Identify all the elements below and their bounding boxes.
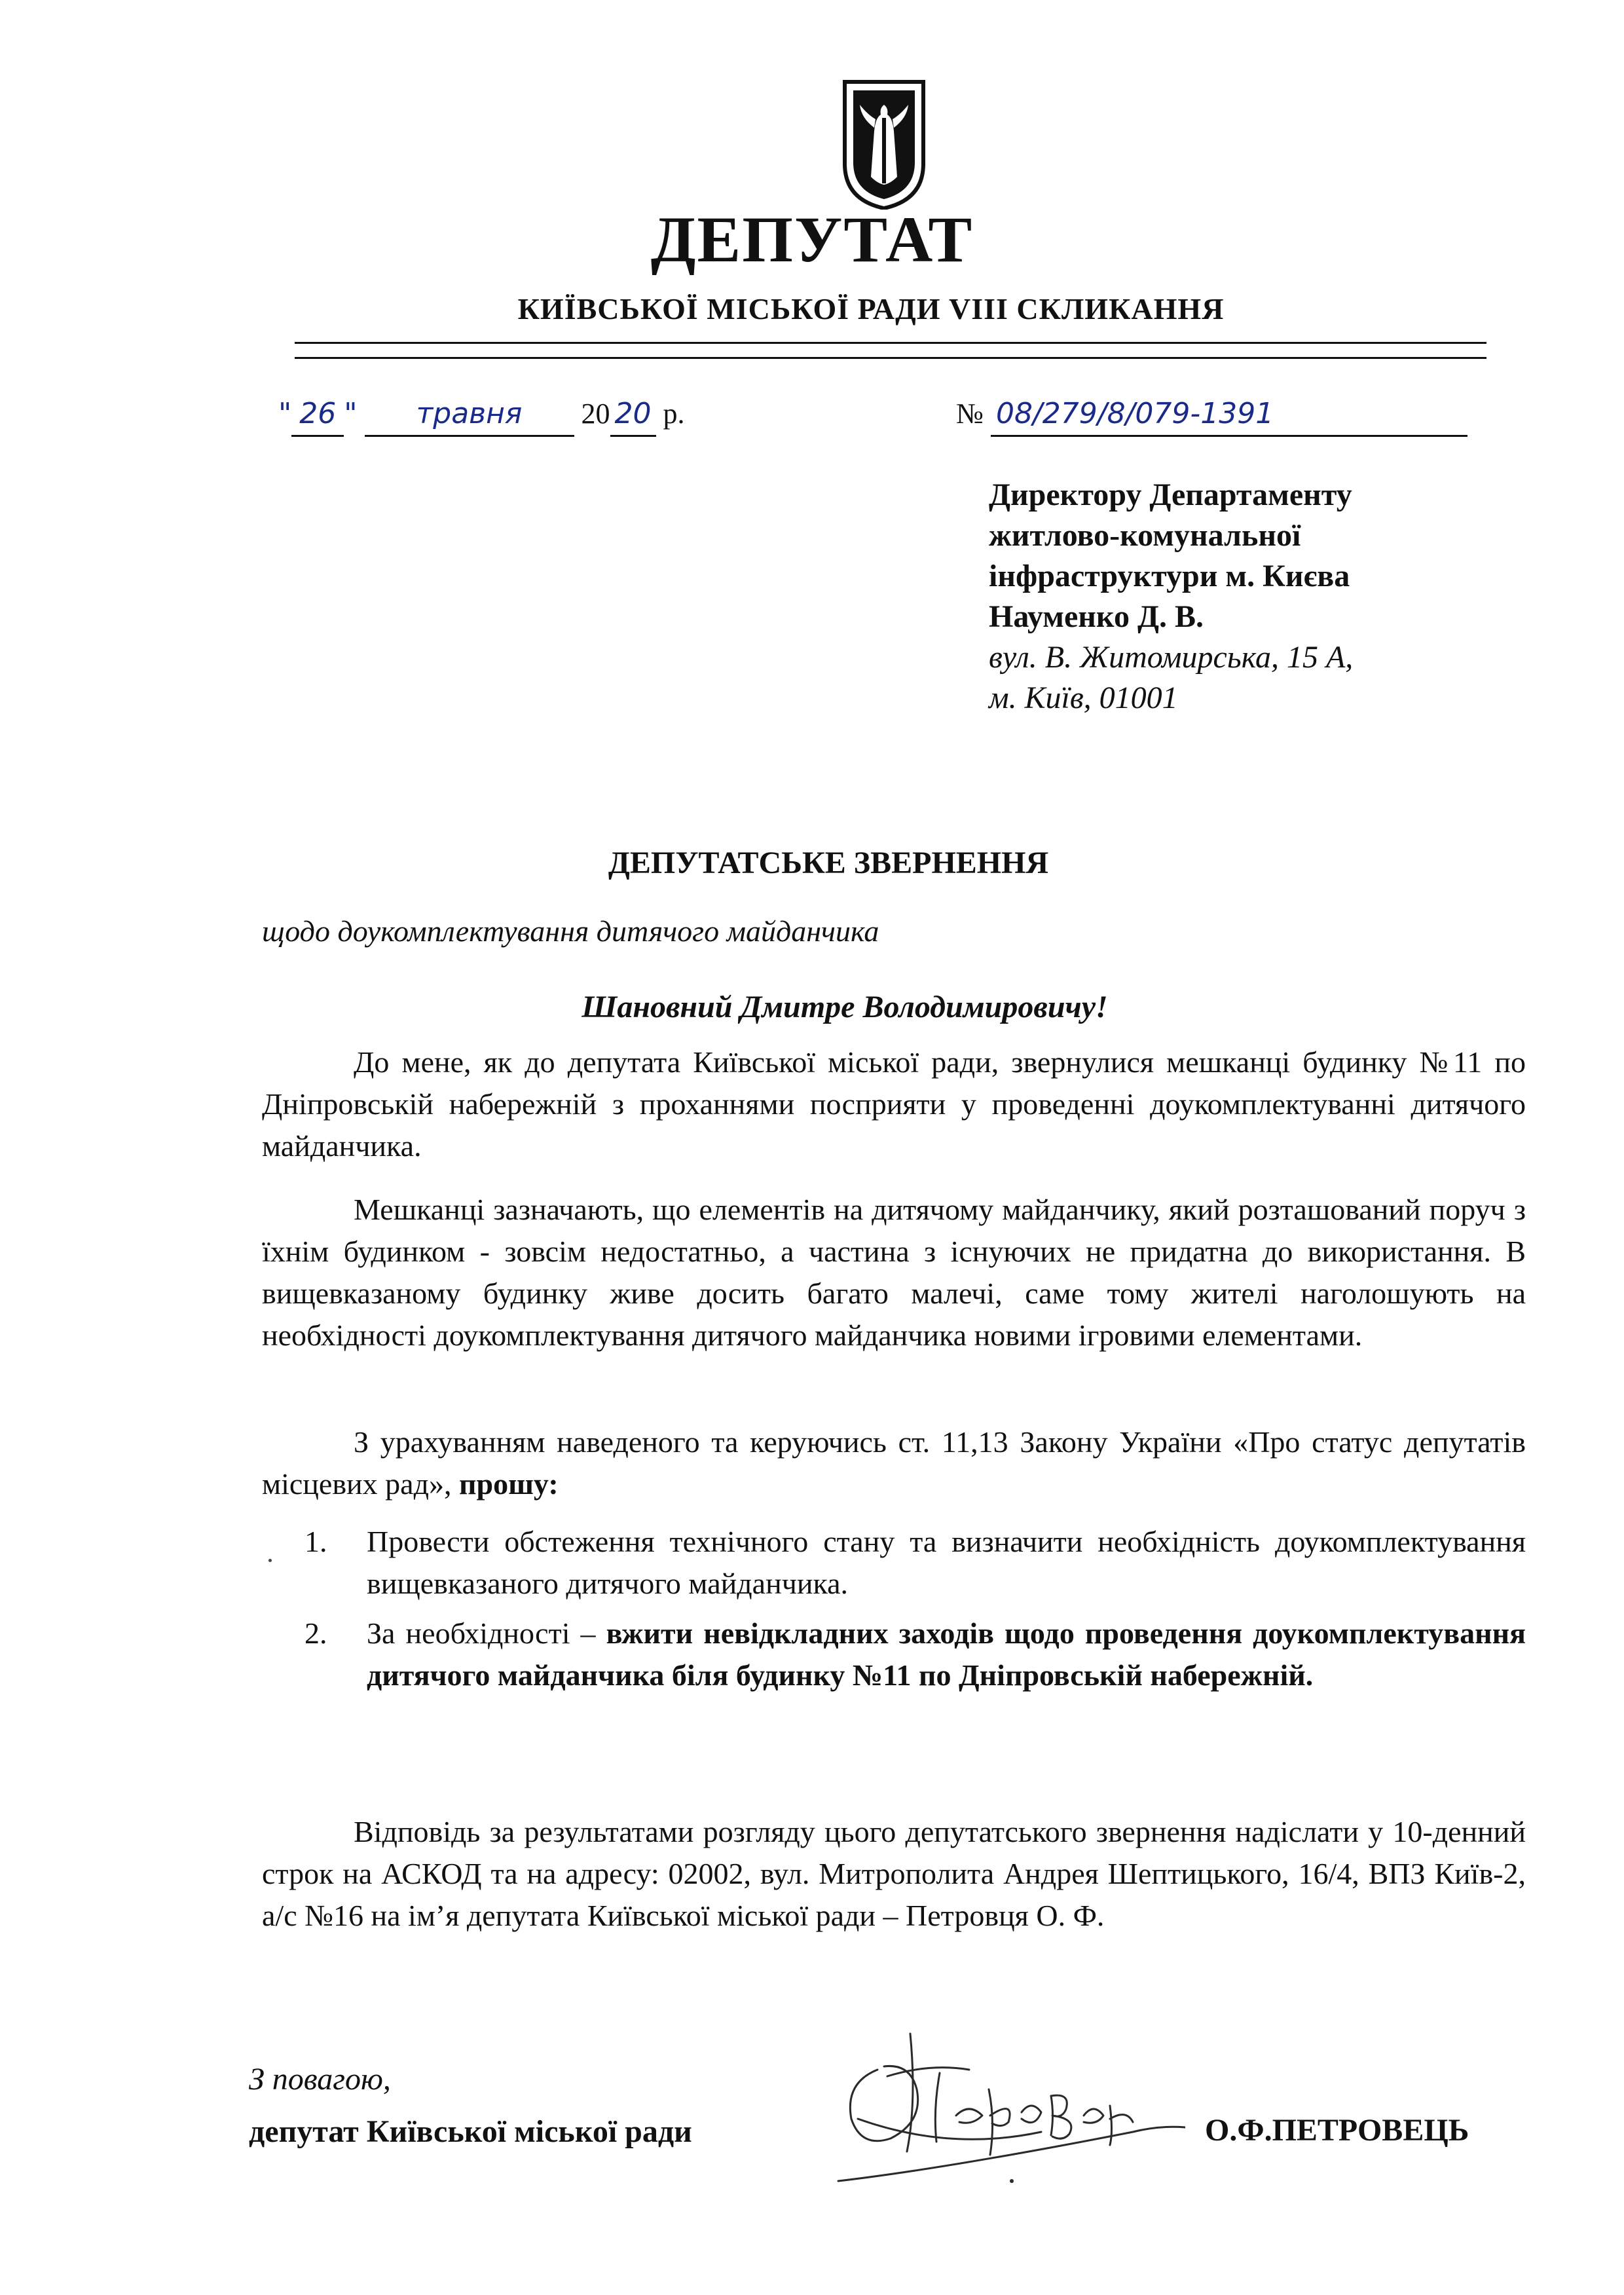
paragraph-3-request: прошу	[459, 1467, 549, 1501]
reference-number: 08/279/8/079-1391	[991, 393, 1467, 437]
paragraph-3-colon: :	[548, 1467, 559, 1501]
addressee-line2: житлово-комунальної	[989, 518, 1301, 553]
list-item-bold: вжити невідкладних заходів щодо проведення доукомплектування дитячого майданчика біля будинку №11 по Дніпровській набережній.	[367, 1616, 1526, 1692]
addressee-address2: м. Київ, 01001	[989, 681, 1178, 715]
date-close-quote: "	[344, 397, 358, 430]
kyiv-emblem-icon	[841, 79, 927, 210]
salutation: Шановний Дмитре Володимировичу!	[581, 990, 1108, 1024]
letterhead-title: ДЕПУТАТ	[650, 203, 974, 276]
list-item-number: 2.	[304, 1616, 327, 1650]
date-open-quote: "	[278, 397, 292, 430]
addressee-address1: вул. В. Житомирська, 15 А,	[989, 640, 1354, 675]
body-paragraph-4: Відповідь за результатами розгляду цього депутатського звернення надіслати у 10-денний строк на АСКОД та на адресу: 02002, вул. Митрополита Андрея Шептицького, 16/4, ВПЗ Київ-2, а/с №16 на ім’я депутата Київської міської ради – Петровця О. Ф.	[262, 1815, 1526, 1932]
closing-regards: З повагою,	[249, 2062, 391, 2097]
date-year-unit: р.	[663, 398, 685, 430]
list-item-number: 1.	[304, 1525, 327, 1558]
handwritten-signature	[819, 1985, 1185, 2201]
closing-position: депутат Київської міської ради	[249, 2114, 692, 2149]
addressee-line1: Директору Департаменту	[989, 477, 1352, 512]
date-day: 26	[291, 393, 344, 437]
closing-block	[249, 2053, 692, 2158]
list-item-plain: За необхідності –	[367, 1616, 606, 1650]
letterhead-rule-top	[295, 342, 1486, 344]
letterhead-subtitle: КИЇВСЬКОЇ МІСЬКОЇ РАДИ VIII СКЛИКАННЯ	[517, 292, 1225, 326]
list-item-text	[367, 1613, 1526, 1696]
list-item-text: Провести обстеження технічного стану та визначити необхідність доукомплектування вищевказаного дитячого майданчика.	[367, 1525, 1526, 1600]
addressee-line3: інфраструктури м. Києва	[989, 559, 1350, 593]
appeal-title: ДЕПУТАТСЬКЕ ЗВЕРНЕННЯ	[608, 846, 1049, 880]
date-month: травня	[365, 393, 574, 437]
paragraph-3-text: З урахуванням наведеного та керуючись ст. 11,13 Закону України «Про статус депутатів місцевих рад»,	[262, 1425, 1526, 1501]
appeal-subject: щодо доукомплектування дитячого майданчика	[262, 914, 879, 948]
scan-mark	[268, 1559, 272, 1562]
body-paragraph-2: Мешканці зазначають, що елементів на дитячому майданчику, який розташований поруч з їхнім будинком - зовсім недостатньо, а частина з існуючих не придатна до використання. В вищевказаному будинку живе досить багато малечі, саме тому жителі наголошують на необхідності доукомплектування дитячого майданчика новими ігровими елементами.	[262, 1193, 1526, 1352]
date-year-prefix: 20	[581, 398, 610, 430]
signer-name: О.Ф.ПЕТРОВЕЦЬ	[1205, 2113, 1469, 2148]
request-list	[295, 1521, 1526, 1704]
reference-label: №	[956, 398, 984, 430]
date-line	[278, 393, 802, 445]
list-item	[295, 1613, 1526, 1696]
reference-line	[956, 393, 1480, 445]
list-item	[295, 1521, 1526, 1605]
letterhead-rule-bottom	[295, 357, 1486, 359]
addressee-block	[989, 475, 1578, 718]
body-paragraph-1: До мене, як до депутата Київської міської ради, звернулися мешканці будинку №11 по Дніпровській набережній з проханнями посприяти у проведенні доукомплектуванні дитячого майданчика.	[262, 1045, 1526, 1163]
addressee-name: Науменко Д. В.	[989, 599, 1204, 634]
date-year-suffix: 20	[610, 393, 656, 437]
body-paragraph-3	[262, 1421, 1526, 1505]
